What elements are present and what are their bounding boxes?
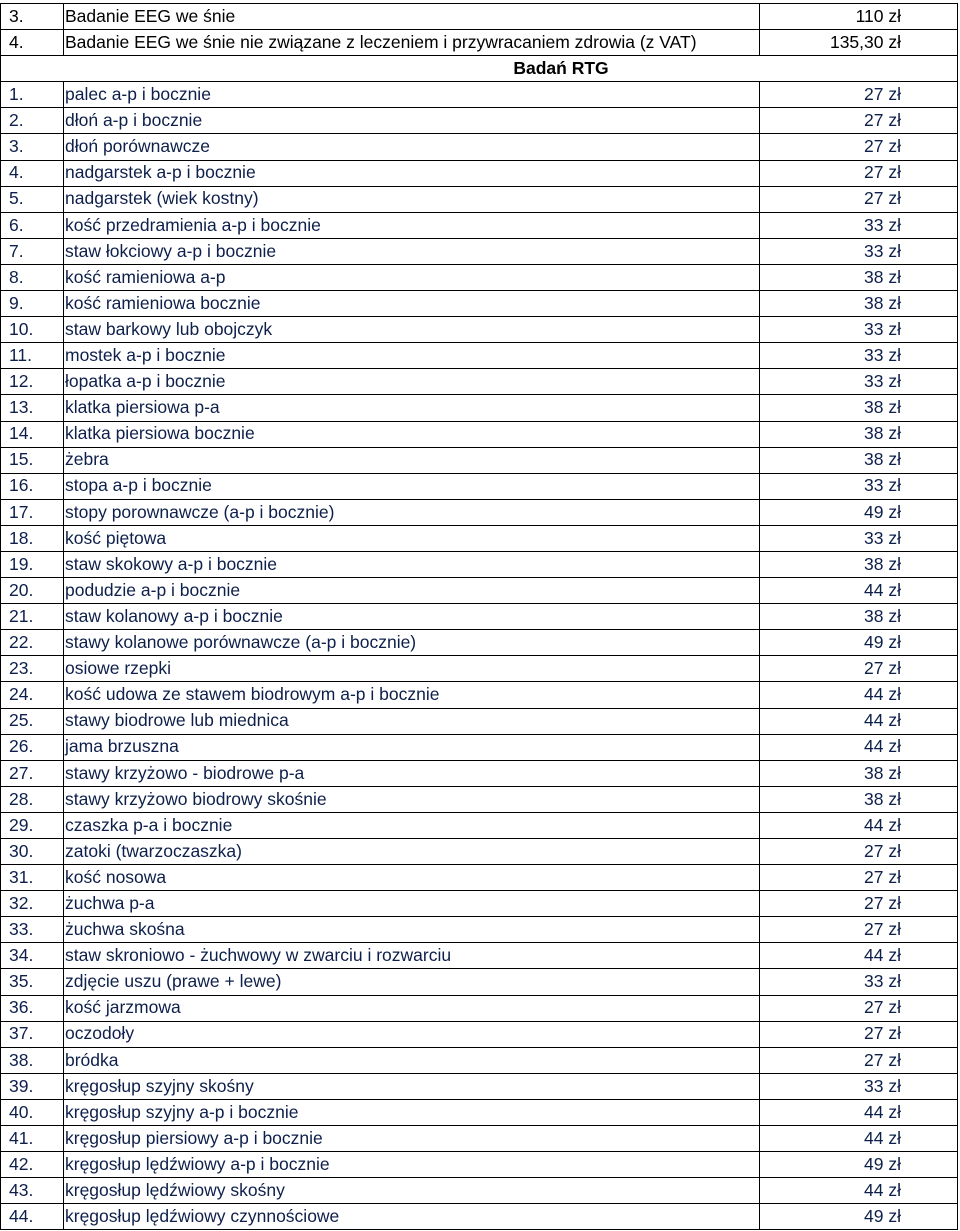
table-row [1, 264, 958, 290]
row-number: 14. [1, 421, 64, 447]
exam-price: 27 zł [760, 134, 958, 160]
table-row [1, 499, 958, 525]
table-row [1, 134, 958, 160]
exam-price: 33 zł [760, 969, 958, 995]
table-row [1, 291, 958, 317]
row-number: 4. [1, 160, 64, 186]
exam-price: 33 zł [760, 343, 958, 369]
exam-price: 44 zł [760, 1099, 958, 1125]
exam-name: staw łokciowy a-p i bocznie [64, 238, 760, 264]
table-row [1, 656, 958, 682]
exam-name: stawy biodrowe lub miednica [64, 708, 760, 734]
table-row [1, 30, 958, 56]
exam-name: dłoń porównawcze [64, 134, 760, 160]
exam-name: stawy krzyżowo - biodrowe p-a [64, 760, 760, 786]
exam-price: 49 zł [760, 630, 958, 656]
table-row [1, 578, 958, 604]
rtg-section [1, 82, 958, 1230]
exam-name: nadgarstek a-p i bocznie [64, 160, 760, 186]
exam-price: 38 zł [760, 291, 958, 317]
exam-name: osiowe rzepki [64, 656, 760, 682]
row-number: 31. [1, 865, 64, 891]
exam-price: 33 zł [760, 238, 958, 264]
row-number: 43. [1, 1178, 64, 1204]
row-number: 29. [1, 812, 64, 838]
exam-name: kręgosłup szyjny skośny [64, 1073, 760, 1099]
exam-name: kręgosłup lędźwiowy skośny [64, 1178, 760, 1204]
table-row [1, 943, 958, 969]
table-row [1, 1152, 958, 1178]
exam-price: 49 zł [760, 1152, 958, 1178]
exam-name: stopa a-p i bocznie [64, 473, 760, 499]
exam-name: mostek a-p i bocznie [64, 343, 760, 369]
row-number: 30. [1, 839, 64, 865]
table-row [1, 812, 958, 838]
exam-name: dłoń a-p i bocznie [64, 108, 760, 134]
exam-price: 27 zł [760, 1021, 958, 1047]
exam-name: oczodoły [64, 1021, 760, 1047]
section-header-row [1, 56, 958, 82]
exam-name: kręgosłup lędźwiowy czynnościowe [64, 1204, 760, 1230]
exam-price: 38 zł [760, 604, 958, 630]
row-number: 23. [1, 656, 64, 682]
section-title: Badań RTG [1, 56, 958, 82]
table-row [1, 4, 958, 30]
exam-price: 44 zł [760, 734, 958, 760]
row-number: 37. [1, 1021, 64, 1047]
exam-name: żebra [64, 447, 760, 473]
row-number: 38. [1, 1047, 64, 1073]
exam-name: klatka piersiowa p-a [64, 395, 760, 421]
row-number: 15. [1, 447, 64, 473]
exam-price: 27 zł [760, 839, 958, 865]
exam-price: 44 zł [760, 682, 958, 708]
row-number: 5. [1, 186, 64, 212]
row-number: 12. [1, 369, 64, 395]
exam-price: 38 zł [760, 421, 958, 447]
row-number: 3. [1, 4, 64, 30]
exam-name: kość piętowa [64, 525, 760, 551]
row-number: 13. [1, 395, 64, 421]
table-row [1, 82, 958, 108]
exam-name: czaszka p-a i bocznie [64, 812, 760, 838]
exam-price: 33 zł [760, 317, 958, 343]
table-row [1, 891, 958, 917]
exam-name: kręgosłup szyjny a-p i bocznie [64, 1099, 760, 1125]
exam-name: staw skokowy a-p i bocznie [64, 551, 760, 577]
table-row [1, 1126, 958, 1152]
row-number: 19. [1, 551, 64, 577]
exam-name: jama brzuszna [64, 734, 760, 760]
exam-price: 49 zł [760, 1204, 958, 1230]
exam-name: żuchwa p-a [64, 891, 760, 917]
row-number: 28. [1, 786, 64, 812]
eeg-section [1, 4, 958, 56]
row-number: 7. [1, 238, 64, 264]
row-number: 33. [1, 917, 64, 943]
exam-price: 27 zł [760, 1047, 958, 1073]
exam-price: 33 zł [760, 369, 958, 395]
table-row [1, 1178, 958, 1204]
exam-name: podudzie a-p i bocznie [64, 578, 760, 604]
exam-price: 33 zł [760, 473, 958, 499]
row-number: 2. [1, 108, 64, 134]
table-row [1, 473, 958, 499]
table-row [1, 1204, 958, 1230]
table-row [1, 447, 958, 473]
row-number: 42. [1, 1152, 64, 1178]
table-row [1, 1021, 958, 1047]
exam-name: kość ramieniowa a-p [64, 264, 760, 290]
table-row [1, 395, 958, 421]
exam-name: zatoki (twarzoczaszka) [64, 839, 760, 865]
row-number: 39. [1, 1073, 64, 1099]
exam-name: palec a-p i bocznie [64, 82, 760, 108]
exam-price: 44 zł [760, 943, 958, 969]
table-row [1, 186, 958, 212]
row-number: 1. [1, 82, 64, 108]
row-number: 10. [1, 317, 64, 343]
exam-price: 44 zł [760, 578, 958, 604]
exam-price: 33 zł [760, 1073, 958, 1099]
row-number: 44. [1, 1204, 64, 1230]
exam-name: kość udowa ze stawem biodrowym a-p i bocznie [64, 682, 760, 708]
row-number: 20. [1, 578, 64, 604]
exam-name: kość przedramienia a-p i bocznie [64, 212, 760, 238]
table-row [1, 369, 958, 395]
exam-price: 27 zł [760, 917, 958, 943]
exam-price: 27 zł [760, 186, 958, 212]
row-number: 40. [1, 1099, 64, 1125]
exam-price: 49 zł [760, 499, 958, 525]
table-row [1, 682, 958, 708]
exam-name: żuchwa skośna [64, 917, 760, 943]
table-row [1, 1047, 958, 1073]
exam-price: 27 zł [760, 160, 958, 186]
row-number: 24. [1, 682, 64, 708]
table-row [1, 1099, 958, 1125]
exam-price: 44 zł [760, 1178, 958, 1204]
table-row [1, 551, 958, 577]
exam-price: 38 zł [760, 264, 958, 290]
exam-price: 38 zł [760, 760, 958, 786]
exam-price: 27 zł [760, 995, 958, 1021]
exam-name: kość jarzmowa [64, 995, 760, 1021]
table-row [1, 995, 958, 1021]
exam-price: 27 zł [760, 108, 958, 134]
exam-name: staw barkowy lub obojczyk [64, 317, 760, 343]
table-row [1, 630, 958, 656]
table-row [1, 160, 958, 186]
exam-name: kręgosłup lędźwiowy a-p i bocznie [64, 1152, 760, 1178]
row-number: 17. [1, 499, 64, 525]
row-number: 36. [1, 995, 64, 1021]
row-number: 4. [1, 30, 64, 56]
exam-price: 38 zł [760, 447, 958, 473]
exam-price: 38 zł [760, 551, 958, 577]
table-row [1, 212, 958, 238]
exam-name: klatka piersiowa bocznie [64, 421, 760, 447]
table-row [1, 969, 958, 995]
table-row [1, 708, 958, 734]
exam-price: 44 zł [760, 812, 958, 838]
row-number: 21. [1, 604, 64, 630]
table-row [1, 865, 958, 891]
exam-name: zdjęcie uszu (prawe + lewe) [64, 969, 760, 995]
table-row [1, 839, 958, 865]
row-number: 16. [1, 473, 64, 499]
exam-name: stopy porownawcze (a-p i bocznie) [64, 499, 760, 525]
exam-name: nadgarstek (wiek kostny) [64, 186, 760, 212]
row-number: 6. [1, 212, 64, 238]
exam-name: kręgosłup piersiowy a-p i bocznie [64, 1126, 760, 1152]
exam-name: łopatka a-p i bocznie [64, 369, 760, 395]
row-number: 8. [1, 264, 64, 290]
exam-price: 27 zł [760, 865, 958, 891]
exam-price: 27 zł [760, 82, 958, 108]
price-list-table [0, 3, 958, 1230]
exam-name: stawy kolanowe porównawcze (a-p i bocznie) [64, 630, 760, 656]
exam-name: staw skroniowo - żuchwowy w zwarciu i rozwarciu [64, 943, 760, 969]
table-row [1, 343, 958, 369]
table-row [1, 604, 958, 630]
exam-name: Badanie EEG we śnie [64, 4, 760, 30]
table-row [1, 786, 958, 812]
row-number: 18. [1, 525, 64, 551]
exam-name: Badanie EEG we śnie nie związane z leczeniem i przywracaniem zdrowia (z VAT) [64, 30, 760, 56]
exam-price: 44 zł [760, 1126, 958, 1152]
exam-price: 38 zł [760, 395, 958, 421]
exam-name: bródka [64, 1047, 760, 1073]
exam-price: 38 zł [760, 786, 958, 812]
row-number: 25. [1, 708, 64, 734]
table-row [1, 917, 958, 943]
row-number: 26. [1, 734, 64, 760]
exam-price: 110 zł [760, 4, 958, 30]
exam-name: kość nosowa [64, 865, 760, 891]
exam-price: 33 zł [760, 212, 958, 238]
table-row [1, 238, 958, 264]
table-row [1, 734, 958, 760]
exam-price: 33 zł [760, 525, 958, 551]
row-number: 3. [1, 134, 64, 160]
row-number: 27. [1, 760, 64, 786]
exam-price: 27 zł [760, 656, 958, 682]
row-number: 32. [1, 891, 64, 917]
table-row [1, 317, 958, 343]
row-number: 34. [1, 943, 64, 969]
table-row [1, 108, 958, 134]
row-number: 11. [1, 343, 64, 369]
exam-name: stawy krzyżowo biodrowy skośnie [64, 786, 760, 812]
table-row [1, 760, 958, 786]
exam-price: 27 zł [760, 891, 958, 917]
exam-price: 135,30 zł [760, 30, 958, 56]
exam-name: kość ramieniowa bocznie [64, 291, 760, 317]
rtg-section-header [1, 56, 958, 82]
row-number: 41. [1, 1126, 64, 1152]
row-number: 22. [1, 630, 64, 656]
exam-name: staw kolanowy a-p i bocznie [64, 604, 760, 630]
table-row [1, 525, 958, 551]
table-row [1, 421, 958, 447]
row-number: 35. [1, 969, 64, 995]
table-row [1, 1073, 958, 1099]
exam-price: 44 zł [760, 708, 958, 734]
row-number: 9. [1, 291, 64, 317]
